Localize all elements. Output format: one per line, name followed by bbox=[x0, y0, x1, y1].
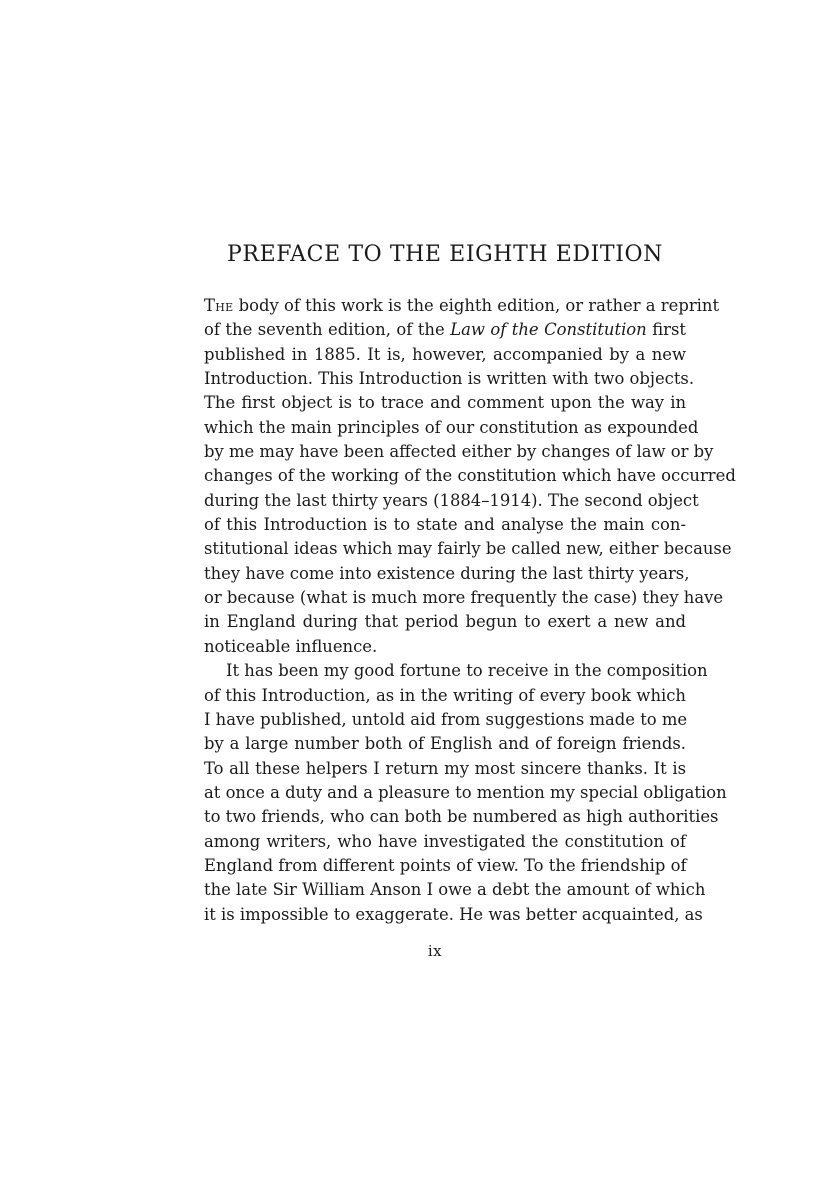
text-line: which the main principles of our constitution as expounded bbox=[204, 417, 699, 437]
text-line: in England during that period begun to exert a new and bbox=[204, 612, 686, 632]
text-line: to two friends, who can both be numbered as high authorities bbox=[204, 807, 719, 827]
text-line bbox=[204, 318, 686, 342]
text-line: changes of the working of the constitution which have occurred bbox=[204, 466, 736, 486]
text-line: by a large number both of English and of foreign friends. bbox=[204, 734, 686, 754]
text-line: at once a duty and a pleasure to mention my special obligation bbox=[204, 782, 727, 802]
text-line: It has been my good fortune to receive in the composition bbox=[226, 661, 708, 681]
text-line bbox=[204, 294, 720, 318]
line-text: first bbox=[646, 320, 686, 340]
text-line: published in 1885. It is, however, accompanied by a new bbox=[204, 344, 686, 364]
text-line: the late Sir William Anson I owe a debt the amount of which bbox=[204, 880, 706, 900]
text-line: it is impossible to exaggerate. He was better acquainted, as bbox=[204, 904, 703, 924]
text-line: or because (what is much more frequently the case) they have bbox=[204, 588, 724, 608]
page-title: PREFACE TO THE EIGHTH EDITION bbox=[227, 242, 663, 267]
book-title: Law of the Constitution bbox=[450, 320, 647, 340]
page-number: ix bbox=[427, 942, 443, 960]
line-text: of the seventh edition, of the bbox=[204, 320, 451, 340]
text-line: England from different points of view. To the friendship of bbox=[204, 855, 687, 875]
text-line: by me may have been affected either by changes of law or by bbox=[204, 442, 714, 462]
text-line: of this Introduction is to state and analyse the main con- bbox=[204, 515, 686, 535]
paragraph-2 bbox=[204, 659, 727, 927]
text-line: noticeable influence. bbox=[204, 636, 378, 656]
text-line: The first object is to trace and comment upon the way in bbox=[204, 393, 686, 413]
text-line: I have published, untold aid from suggestions made to me bbox=[204, 709, 688, 729]
text-line: stitutional ideas which may fairly be called new, either because bbox=[204, 539, 732, 559]
text-line: of this Introduction, as in the writing of every book which bbox=[204, 685, 686, 705]
text-line: among writers, who have investigated the constitution of bbox=[204, 831, 686, 851]
text-line: To all these helpers I return my most sincere thanks. It is bbox=[204, 758, 686, 778]
paragraph-1 bbox=[204, 294, 736, 659]
lead-word: The bbox=[204, 296, 234, 315]
text-line: they have come into existence during the last thirty years, bbox=[204, 563, 690, 583]
line-text: body of this work is the eighth edition, or rather a reprint bbox=[233, 296, 720, 315]
text-line: during the last thirty years (1884–1914). The second object bbox=[204, 490, 699, 510]
body-text bbox=[204, 294, 736, 927]
text-line: Introduction. This Introduction is written with two objects. bbox=[204, 369, 695, 389]
